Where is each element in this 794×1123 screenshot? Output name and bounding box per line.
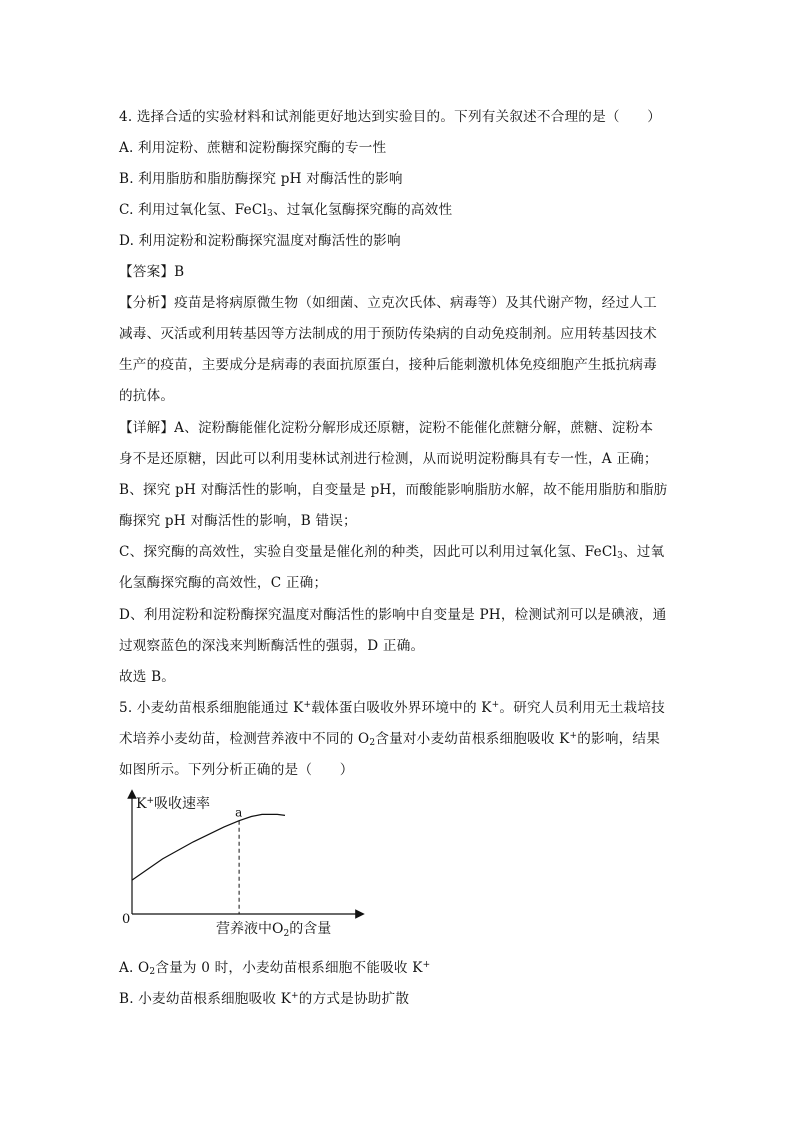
q5-stem-line-2-sub: 2 bbox=[369, 738, 376, 748]
q4-detail-line-3: B、探究 pH 对酶活性的影响，自变量是 pH，而酸能影响脂肪水解，故不能用脂肪和脂肪 bbox=[119, 482, 668, 498]
q5-option-b bbox=[119, 987, 409, 1007]
q5-option-b-text-2: 的方式是协助扩散 bbox=[298, 991, 410, 1007]
y-axis-label-k: K bbox=[136, 796, 147, 812]
q4-detail-line-1: 【详解】A、淀粉酶能催化淀粉分解形成还原糖，淀粉不能催化蔗糖分解，蔗糖、淀粉本 bbox=[119, 420, 654, 436]
q4-detail-line-4: 酶探究 pH 对酶活性的影响，B 错误； bbox=[119, 513, 357, 529]
q5-stem-line-1-c: 。研究人员利用无土栽培技 bbox=[499, 700, 665, 716]
q5-stem-line-3: 如图所示。下列分析正确的是（ ） bbox=[119, 762, 354, 778]
q4-stem: 4. 选择合适的实验材料和试剂能更好地达到实验目的。下列有关叙述不合理的是（ ） bbox=[119, 109, 662, 125]
q4-option-c-text: C. 利用过氧化氢、FeCl bbox=[119, 202, 267, 218]
q4-detail-line-6: 化氢酶探究酶的高效性，C 正确； bbox=[119, 575, 328, 591]
absorption-curve bbox=[132, 814, 285, 880]
x-axis-label-text-2: 的含量 bbox=[289, 921, 332, 937]
q4-detail-line-5-text-2: 、过氧 bbox=[623, 544, 665, 560]
q4-analysis-line-2: 减毒、灭活或利用转基因等方法制成的用于预防传染病的自动免疫制剂。应用转基因技术 bbox=[119, 326, 657, 342]
q5-stem-line-1-a: 5. 小麦幼苗根系细胞能通过 K bbox=[119, 700, 304, 716]
q5-option-b-text: B. 小麦幼苗根系细胞吸收 K bbox=[119, 991, 292, 1007]
q5-stem-line-1-sup-2: + bbox=[491, 700, 500, 710]
q5-option-b-sup: + bbox=[291, 991, 299, 1001]
q5-stem-line-2-a: 术培养小麦幼苗，检测营养液中不同的 O bbox=[119, 731, 370, 747]
q5-stem-line-1-sup-1: + bbox=[303, 700, 312, 710]
q4-analysis-line-4: 的抗体。 bbox=[119, 388, 175, 404]
q4-analysis-line-3: 生产的疫苗，主要成分是病毒的表面抗原蛋白，接种后能刺激机体免疫细胞产生抵抗病毒 bbox=[119, 357, 657, 373]
q4-option-c bbox=[119, 198, 452, 219]
y-axis-label bbox=[136, 795, 210, 812]
point-a-label: a bbox=[235, 805, 243, 820]
x-axis-label-text: 营养液中O bbox=[216, 921, 284, 937]
q4-analysis-line-1: 【分析】疫苗是将病原微生物（如细菌、立克次氏体、病毒等）及其代谢产物，经过人工 bbox=[119, 295, 657, 311]
q5-stem-line-2 bbox=[119, 727, 660, 748]
q5-option-a-sub: 2 bbox=[149, 967, 156, 977]
q4-detail-line-7: D、利用淀粉和淀粉酶探究温度对酶活性的影响中自变量是 PH，检测试剂可以是碘液，通 bbox=[119, 607, 667, 623]
q4-option-b: B. 利用脂肪和脂肪酶探究 pH 对酶活性的影响 bbox=[119, 171, 403, 187]
y-axis-label-sup: + bbox=[146, 796, 155, 806]
q4-detail-line-5-sub: 3 bbox=[617, 551, 624, 561]
q5-stem-line-1-b: 载体蛋白吸收外界环境中的 K bbox=[311, 700, 492, 716]
q4-option-c-sub: 3 bbox=[267, 209, 273, 219]
y-axis-label-text: 吸收速率 bbox=[154, 796, 211, 812]
q5-option-a-sup: + bbox=[422, 960, 431, 970]
q5-stem-line-2-c: 的影响，结果 bbox=[577, 731, 661, 747]
origin-label: 0 bbox=[122, 912, 131, 927]
q4-option-d: D. 利用淀粉和淀粉酶探究温度对酶活性的影响 bbox=[119, 233, 401, 249]
q4-detail-line-5-text: C、探究酶的高效性，实验自变量是催化剂的种类，因此可以利用过氧化氢、FeCl bbox=[119, 544, 618, 560]
x-axis-label-sub: 2 bbox=[283, 929, 290, 938]
q4-detail-line-8: 过观察蓝色的深浅来判断酶活性的强弱，D 正确。 bbox=[119, 638, 425, 654]
q4-answer: 【答案】B bbox=[119, 264, 185, 280]
q4-detail-line-2: 身不是还原糖，因此可以利用斐林试剂进行检测，从而说明淀粉酶具有专一性，A 正确； bbox=[119, 451, 658, 467]
q5-option-a bbox=[119, 956, 430, 977]
q4-detail-line-5 bbox=[119, 540, 664, 561]
q5-stem-line-1 bbox=[119, 696, 665, 716]
q5-option-a-text: A. O bbox=[119, 960, 150, 976]
q5-stem-line-2-b: 含量对小麦幼苗根系细胞吸收 K bbox=[375, 731, 570, 747]
q5-option-a-text-2: 含量为 0 时，小麦幼苗根系细胞不能吸收 K bbox=[155, 960, 423, 976]
q5-chart bbox=[110, 788, 370, 938]
q5-stem-line-2-sup: + bbox=[569, 731, 578, 741]
x-axis-label bbox=[216, 920, 331, 938]
q4-option-c-text-2: 、过氧化氢酶探究酶的高效性 bbox=[272, 202, 453, 218]
q4-detail-line-9: 故选 B。 bbox=[119, 669, 176, 685]
q4-option-a: A. 利用淀粉、蔗糖和淀粉酶探究酶的专一性 bbox=[119, 140, 387, 156]
